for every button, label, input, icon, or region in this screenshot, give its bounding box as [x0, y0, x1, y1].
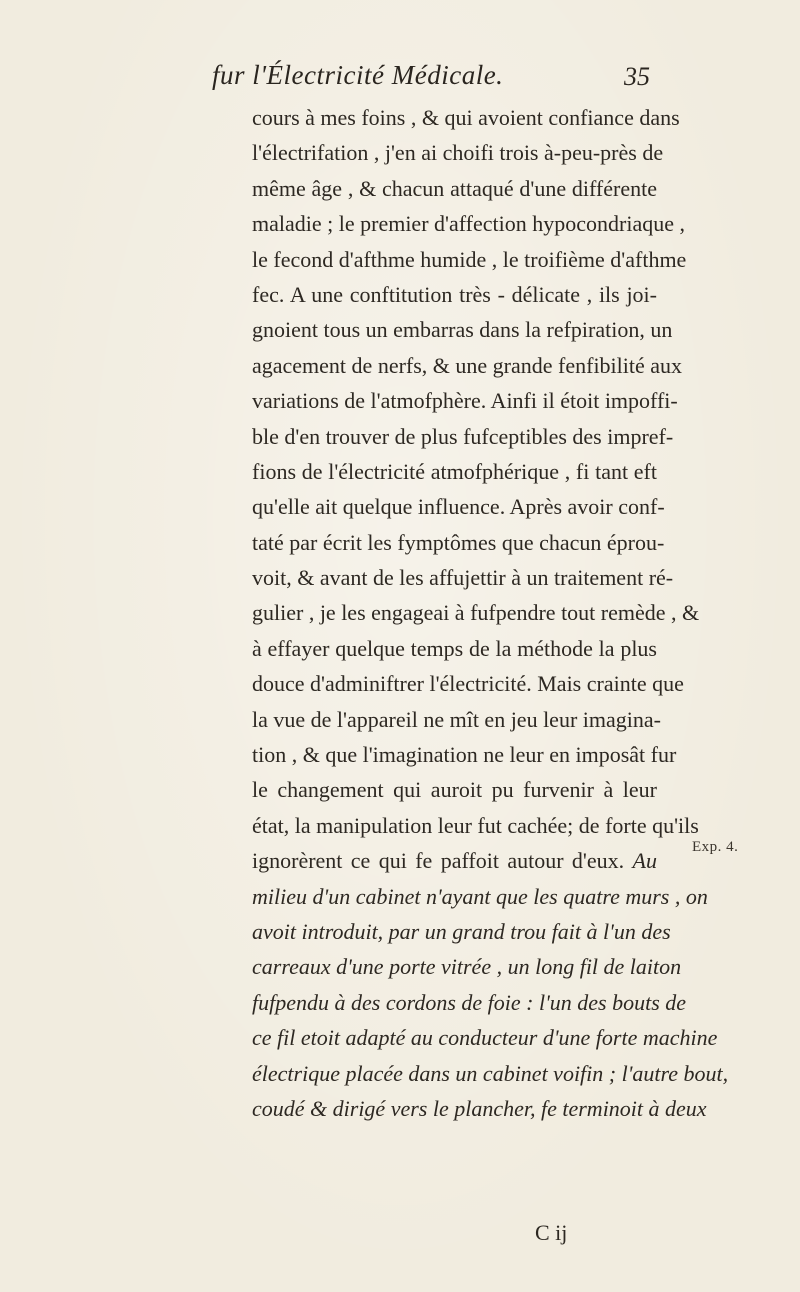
text-line: qu'elle ait quelque influence. Après avoir conf-	[252, 494, 665, 520]
text-line: le changement qui auroit pu furvenir à leur	[252, 777, 657, 803]
italic-line: fufpendu à des cordons de foie : l'un des bouts de	[252, 989, 687, 1015]
text-line: ble d'en trouver de plus fufceptibles des impref-	[252, 423, 674, 449]
text-line: cours à mes foins , & qui avoient confiance dans	[252, 105, 680, 130]
text-line: la vue de l'appareil ne mît en jeu leur imagina-	[252, 706, 661, 732]
text-run: ignorèrent ce qui fe paffoit autour d'eux.	[252, 848, 625, 874]
text-line: douce d'adminiftrer l'électricité. Mais crainte que	[252, 671, 684, 697]
italic-run: Au	[632, 848, 657, 874]
text-line: même âge , & chacun attaqué d'une différente	[252, 175, 657, 201]
text-line: agacement de nerfs, & une grande fenfibilité aux	[252, 352, 683, 378]
text-line: maladie ; le premier d'affection hypocondriaque ,	[252, 211, 685, 237]
text-line: gnoient tous un embarras dans la refpiration, un	[252, 317, 673, 343]
text-line: à effayer quelque temps de la méthode la plus	[252, 635, 657, 661]
text-line: le fecond d'afthme humide , le troifième d'afthme	[252, 246, 687, 272]
text-line: voit, & avant de les affujettir à un traitement ré-	[252, 565, 674, 591]
text-line: fec. A une conftitution très - délicate , ils joi-	[252, 281, 657, 307]
text-line: tion , & que l'imagination ne leur en imposât fur	[252, 742, 677, 768]
text-line: taté par écrit les fymptômes que chacun éprou-	[252, 529, 665, 555]
text-line: état, la manipulation leur fut cachée; de forte qu'ils	[252, 812, 699, 838]
text-line: l'électrifation , j'en ai choifi trois à-peu-près de	[252, 140, 664, 166]
text-line: variations de l'atmofphère. Ainfi il étoit impoffi-	[252, 388, 678, 414]
italic-line: avoit introduit, par un grand trou fait à l'un des	[252, 918, 671, 944]
italic-line: milieu d'un cabinet n'ayant que les quatre murs , on	[252, 883, 708, 909]
italic-line: coudé & dirigé vers le plancher, fe terminoit à deux	[252, 1095, 707, 1121]
page-header	[200, 58, 660, 98]
italic-line: carreaux d'une porte vitrée , un long fil de laiton	[252, 954, 682, 980]
margin-note: Exp. 4.	[692, 839, 739, 855]
italic-line: ce fil etoit adapté au conducteur d'une forte machine	[252, 1025, 718, 1051]
signature-mark: C ij	[535, 1220, 568, 1245]
italic-line: électrique placée dans un cabinet voifin ; l'autre bout,	[252, 1060, 729, 1086]
page-number: 35	[624, 62, 650, 91]
text-line-mixed	[252, 843, 657, 878]
text-line: fions de l'électricité atmofphérique , fi tant eft	[252, 458, 657, 484]
running-head: fur l'Électricité Médicale.	[212, 60, 504, 90]
text-line: gulier , je les engageai à fufpendre tout remède , &	[252, 600, 700, 626]
